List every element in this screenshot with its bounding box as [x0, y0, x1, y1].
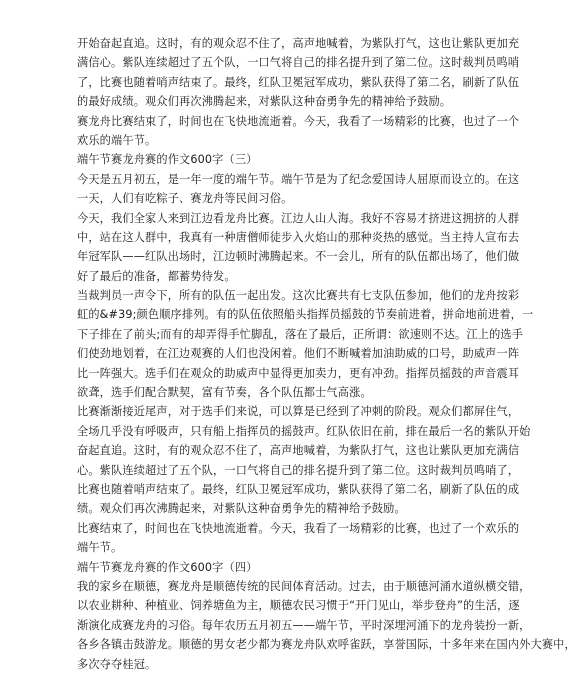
- text-line: 我的家乡在顺德，赛龙舟是顺德传统的民间体育活动。过去，由于顺德河涌水道纵横交错，: [77, 579, 531, 593]
- text-line: 今天，我们全家人来到江边看龙舟比赛。江边人山人海。我好不容易才挤进这拥挤的人群: [77, 211, 520, 225]
- text-line: 今天是五月初五，是一年一度的端午节。端午节是为了纪念爱国诗人屈原而设立的。在这: [77, 172, 520, 186]
- text-line: 当裁判员一声令下，所有的队伍一起出发。这次比赛共有七支队伍参加，他们的龙舟按彩: [77, 289, 520, 303]
- text-line: 心。紫队连续超过了五个队，一口气将自己的排名提升到了第二位。这时裁判员鸣哨了，: [77, 463, 520, 477]
- text-line: 一天，人们有吃粽子、赛龙舟等民间习俗。: [77, 192, 293, 206]
- text-line: 比一阵强大。选手们在观众的助威声中显得更加卖力，更有冲劲。指挥员摇鼓的声音震耳: [77, 366, 520, 380]
- text-line: 好了最后的准备，都蓄势待发。: [77, 269, 236, 283]
- text-line: 全场几乎没有呼吸声，只有船上指挥员的摇鼓声。红队依旧在前，排在最后一名的紫队开始: [77, 424, 531, 438]
- text-line: 比赛也随着哨声结束了。最终，红队卫冕冠军成功，紫队获得了第二名，刷新了队伍的成: [77, 482, 520, 496]
- section-heading: 端午节赛龙舟赛的作文600字（三）: [77, 153, 258, 167]
- text-line: 以农业耕种、种植业、饲养塘鱼为主，顺德农民习惯于“开门见山，举步登舟”的生活，逐: [77, 599, 520, 613]
- text-line: 下子排在了前头;而有的却弄得手忙脚乱，落在了最后，正所谓：欲速则不达。江上的选手: [77, 327, 524, 341]
- text-line: 绩。观众们再次沸腾起来，对紫队这种奋勇争先的精神给予鼓励。: [77, 502, 406, 516]
- text-line: 赛龙舟比赛结束了，时间也在飞快地流逝着。今天，我看了一场精彩的比赛，也过了一个: [77, 114, 520, 128]
- text-line: 奋起直追。这时，有的观众忍不住了，高声地喊着，为紫队打气，这也让紫队更加充满信: [77, 444, 520, 458]
- text-line: 端午节。: [77, 541, 123, 555]
- text-line: 年冠军队——红队出场时，江边顿时沸腾起来。不一会儿，所有的队伍都出场了，他们做: [77, 250, 520, 264]
- text-line: 们使劲地划着，在江边观赛的人们也没闲着。他们不断喊着加油助威的口号，助威声一阵: [77, 347, 520, 361]
- text-line: 比赛结束了，时间也在飞快地流逝着。今天，我看了一场精彩的比赛，也过了一个欢乐的: [77, 521, 520, 535]
- text-line: 多次夺夺桂冠。: [77, 657, 157, 671]
- text-line: 欲聋，选手们配合默契，富有节奏，各个队伍都士气高涨。: [77, 386, 372, 400]
- text-line: 渐演化成赛龙舟的习俗。每年农历五月初五——端午节，平时深埋河涌下的龙舟装扮一新，: [77, 618, 531, 632]
- text-line: 了，比赛也随着哨声结束了。最终，红队卫冕冠军成功，紫队获得了第二名，刷新了队伍: [77, 75, 520, 89]
- text-line: 中，站在这人群中，我真有一种唐僧师徒步入火焰山的那种炎热的感觉。当主持人宣布去: [77, 230, 520, 244]
- text-line: 欢乐的端午节。: [77, 133, 157, 147]
- text-line: 比赛渐渐接近尾声，对于选手们来说，可以算是已经到了冲刺的阶段。观众们都屏住气，: [77, 405, 520, 419]
- text-line: 的最好成绩。观众们再次沸腾起来，对紫队这种奋勇争先的精神给予鼓励。: [77, 95, 452, 109]
- text-line: 满信心。紫队连续超过了五个队，一口气将自己的排名提升到了第二位。这时裁判员鸣哨: [77, 56, 520, 70]
- section-heading: 端午节赛龙舟赛的作文600字（四）: [77, 560, 258, 574]
- text-line: 开始奋起直追。这时，有的观众忍不住了，高声地喊着，为紫队打气，这也让紫队更加充: [77, 37, 520, 50]
- text-line: 虹的&#39;颜色顺序排列。有的队伍依照船头指挥员摇鼓的节奏前进着，拼命地前进着，一: [77, 308, 534, 322]
- text-line: 各乡各镇击鼓游龙。顺德的男女老少都为赛龙舟队欢呼雀跃，享誉国际，十多年来在国内外大赛中，: [77, 638, 576, 652]
